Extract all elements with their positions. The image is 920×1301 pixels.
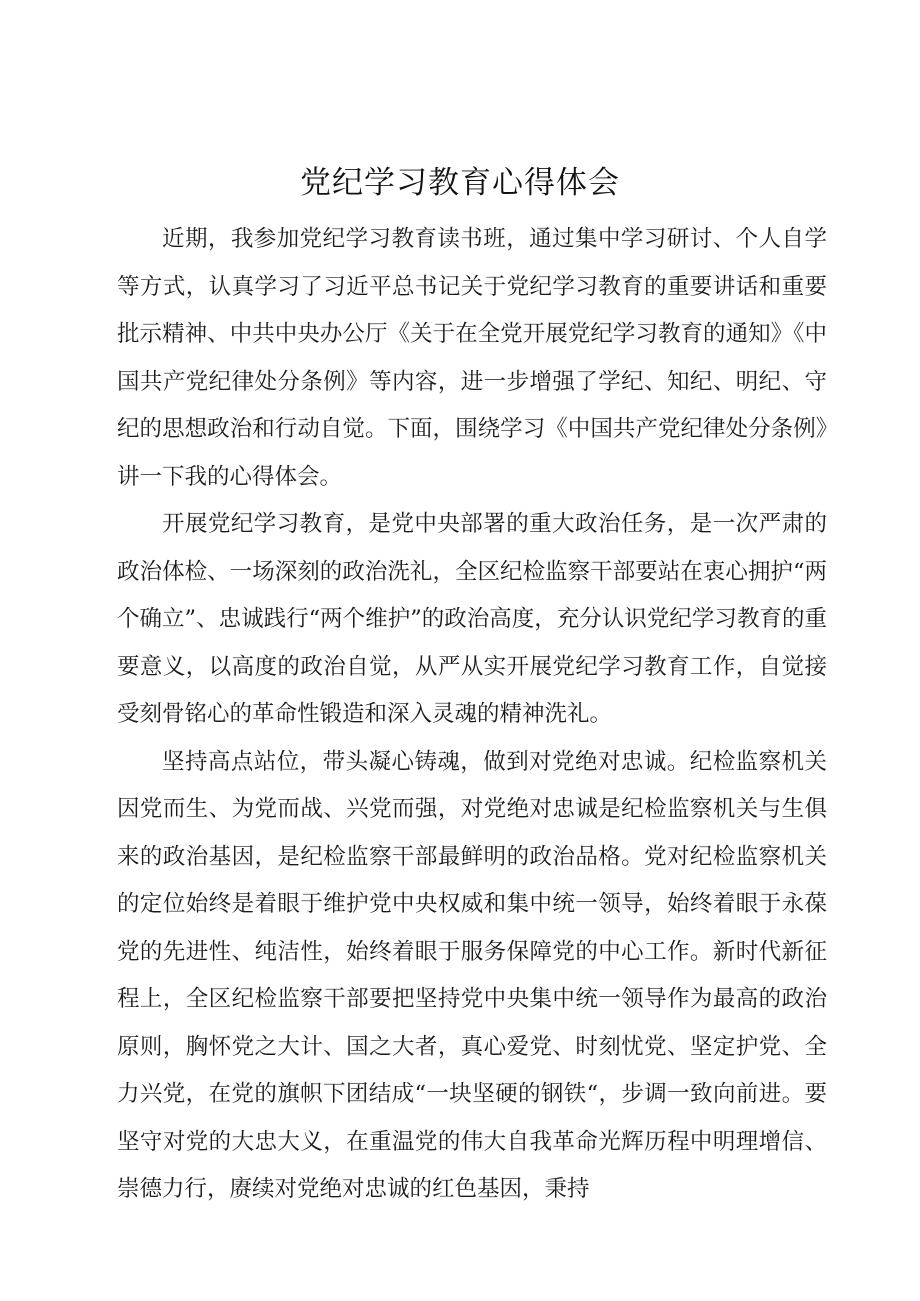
- paragraph: 坚持高点站位，带头凝心铸魂，做到对党绝对忠诚。纪检监察机关因党而生、为党而战、兴党而强，对党绝对忠诚是纪检监察机关与生俱来的政治基因，是纪检监察干部最鲜明的政治品格。党对纪检监察机关的定位始终是着眼于维护党中央权威和集中统一领导，始终着眼于永葆党的先进性、纯洁性，始终着眼于服务保障党的中心工作。新时代新征程上，全区纪检监察干部要把坚持党中央集中统一领导作为最高的政治原则，胸怀党之大计、国之大者，真心爱党、时刻忧党、坚定护党、全力兴党，在党的旗帜下团结成“一块坚硬的钢铁“，步调一致向前进。要坚守对党的大忠大义，在重温党的伟大自我革命光辉历程中明理增信、崇德力行，赓续对党绝对忠诚的红色基因，秉持: [117, 748, 827, 1202]
- paragraph: 开展党纪学习教育，是党中央部署的重大政治任务，是一次严肃的政治体检、一场深刻的政治洗礼，全区纪检监察干部要站在衷心拥护“两个确立”、忠诚践行“两个维护”的政治高度，充分认识党纪学习教育的重要意义，以高度的政治自觉，从严从实开展党纪学习教育工作，自觉接受刻骨铭心的革命性锻造和深入灵魂的精神洗礼。: [117, 511, 827, 727]
- document-body: [117, 216, 827, 1214]
- document-title: 党纪学习教育心得体会: [300, 165, 620, 201]
- paragraph: 近期，我参加党纪学习教育读书班，通过集中学习研讨、个人自学等方式，认真学习了习近平总书记关于党纪学习教育的重要讲话和重要批示精神、中共中央办公厅《关于在全党开展党纪学习教育的通知》《中国共产党纪律处分条例》等内容，进一步增强了学纪、知纪、明纪、守纪的思想政治和行动自觉。下面，围绕学习《中国共产党纪律处分条例》讲一下我的心得体会。: [117, 226, 827, 490]
